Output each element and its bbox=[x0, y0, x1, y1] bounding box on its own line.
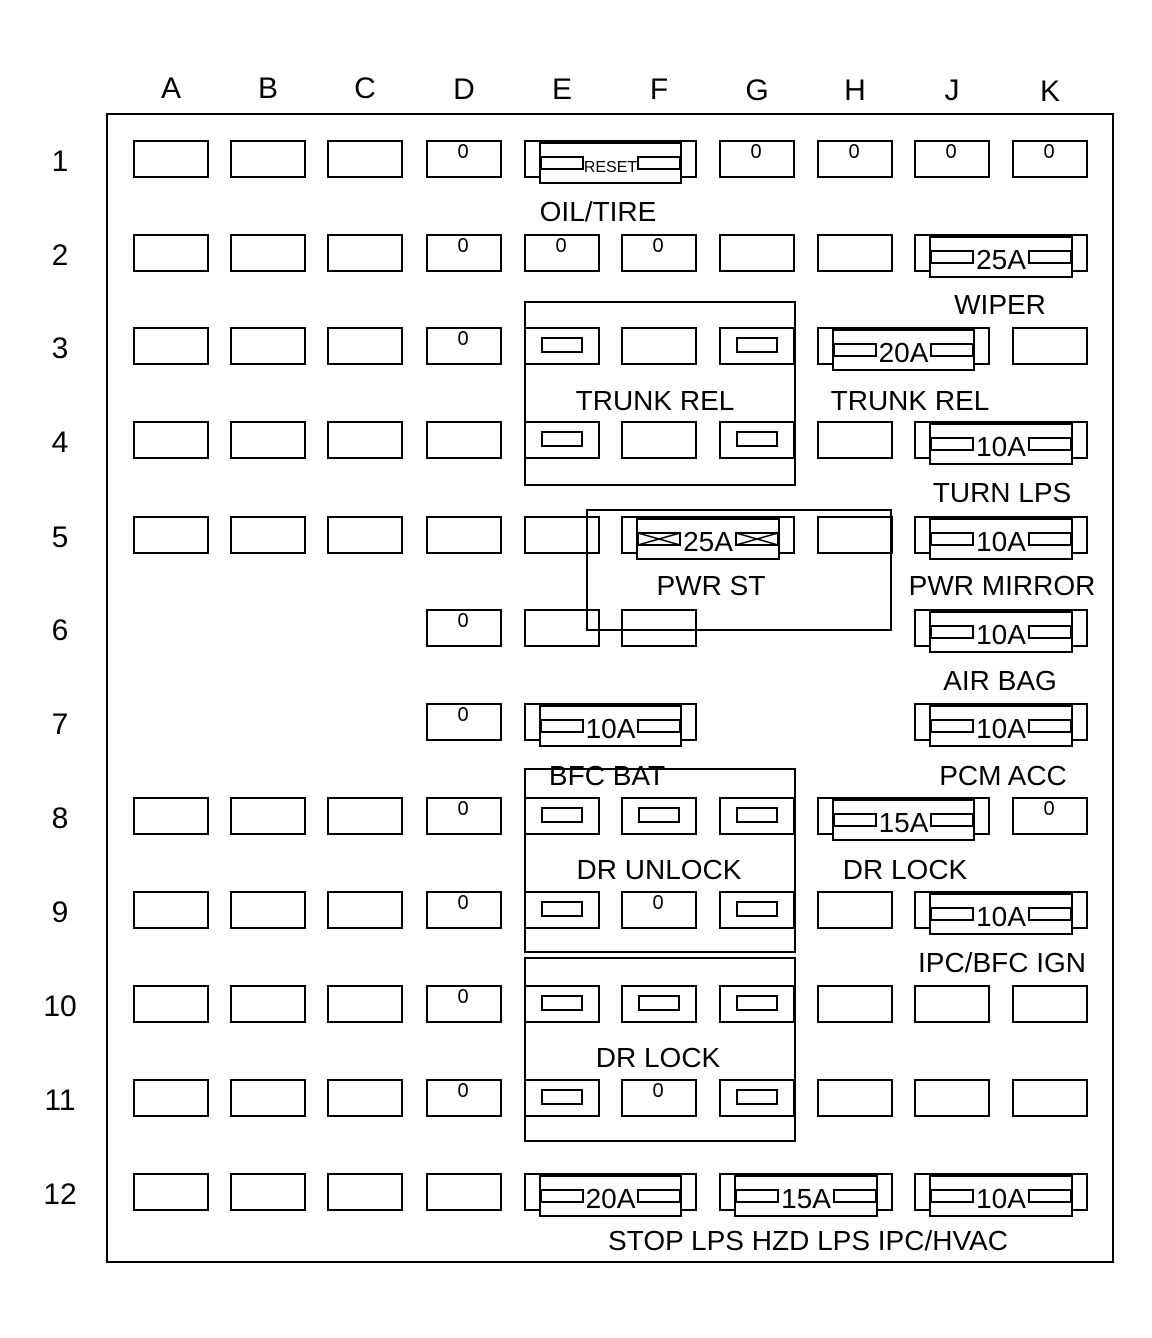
fuse-2jk-rating: 25A bbox=[976, 244, 1026, 275]
column-header-g: G bbox=[745, 74, 769, 107]
fuse-5jk bbox=[915, 517, 1087, 559]
column-header-k: K bbox=[1039, 75, 1061, 108]
slot-4h bbox=[818, 422, 892, 458]
zero-mark-7d: 0 bbox=[457, 704, 469, 726]
slot-11g bbox=[720, 1080, 794, 1116]
column-header-j: J bbox=[944, 74, 960, 107]
slot-5d bbox=[427, 517, 501, 553]
row-header-1: 1 bbox=[51, 145, 69, 178]
fuse-9jk-rating: 10A bbox=[976, 901, 1026, 932]
fuse-1ef bbox=[525, 141, 696, 183]
fuse-3hj bbox=[818, 328, 989, 370]
column-header-d: D bbox=[453, 73, 475, 106]
label-oil-tire: OIL/TIRE bbox=[539, 196, 657, 227]
label-dr-unlock: DR UNLOCK bbox=[576, 854, 742, 885]
slot-11c bbox=[328, 1080, 402, 1116]
slot-4b bbox=[231, 422, 305, 458]
column-header-e: E bbox=[551, 73, 573, 106]
column-headers bbox=[161, 72, 1060, 108]
fuse-12jk bbox=[915, 1174, 1087, 1216]
slot-9b bbox=[231, 892, 305, 928]
zero-mark-2d: 0 bbox=[457, 235, 469, 257]
label-pwr-st: PWR ST bbox=[656, 570, 766, 601]
row-header-5: 5 bbox=[51, 521, 69, 554]
relay-pin-11e bbox=[542, 1090, 582, 1104]
relay-pin-9e bbox=[542, 902, 582, 916]
zero-mark-1k: 0 bbox=[1043, 141, 1055, 163]
zero-mark-1d: 0 bbox=[457, 141, 469, 163]
slot-1a bbox=[134, 141, 208, 177]
label-trunk-rel-relay: TRUNK REL bbox=[575, 385, 735, 416]
column-header-b: B bbox=[257, 72, 279, 105]
row-header-11: 11 bbox=[44, 1084, 76, 1117]
slot-3e bbox=[525, 328, 599, 364]
slot-8c bbox=[328, 798, 402, 834]
fuse-12gh bbox=[720, 1174, 892, 1216]
slot-3a bbox=[134, 328, 208, 364]
slot-2b bbox=[231, 235, 305, 271]
row-header-10: 10 bbox=[43, 990, 77, 1023]
slot-10h bbox=[818, 986, 892, 1022]
slot-2g bbox=[720, 235, 794, 271]
fuse-6jk-rating: 10A bbox=[976, 619, 1026, 650]
relay-pin-8g bbox=[737, 808, 777, 822]
fuse-7ef-rating: 10A bbox=[585, 713, 636, 744]
slot-9c bbox=[328, 892, 402, 928]
slot-10a bbox=[134, 986, 208, 1022]
slot-3g bbox=[720, 328, 794, 364]
zero-mark-2f: 0 bbox=[652, 235, 664, 257]
slot-5c bbox=[328, 517, 402, 553]
fuse-7ef bbox=[525, 704, 696, 746]
row-header-2: 2 bbox=[51, 239, 69, 272]
slot-4a bbox=[134, 422, 208, 458]
slot-1b bbox=[231, 141, 305, 177]
slot-12b bbox=[231, 1174, 305, 1210]
relay-pin-4e bbox=[542, 432, 582, 446]
slot-4c bbox=[328, 422, 402, 458]
fuse-8hj bbox=[818, 798, 989, 840]
slot-8f bbox=[622, 798, 696, 834]
slot-5a bbox=[134, 517, 208, 553]
slot-11j bbox=[915, 1080, 989, 1116]
row-header-4: 4 bbox=[51, 426, 69, 459]
column-header-h: H bbox=[844, 74, 866, 107]
slot-10c bbox=[328, 986, 402, 1022]
slot-8b bbox=[231, 798, 305, 834]
slot-10b bbox=[231, 986, 305, 1022]
row-header-3: 3 bbox=[51, 332, 69, 365]
slot-11k bbox=[1013, 1080, 1087, 1116]
zero-mark-6d: 0 bbox=[457, 610, 469, 632]
slot-12d bbox=[427, 1174, 501, 1210]
label-trunk-rel-fuse: TRUNK REL bbox=[830, 385, 990, 416]
slot-3k bbox=[1013, 328, 1087, 364]
slot-3f bbox=[622, 328, 696, 364]
slot-8e bbox=[525, 798, 599, 834]
row-header-12: 12 bbox=[43, 1178, 77, 1211]
relay-pin-3e bbox=[542, 338, 582, 352]
column-header-f: F bbox=[649, 73, 669, 106]
slot-9h bbox=[818, 892, 892, 928]
relay-pin-10g bbox=[737, 996, 777, 1010]
fuse-12jk-rating: 10A bbox=[976, 1183, 1026, 1214]
slot-11a bbox=[134, 1080, 208, 1116]
label-air-bag: AIR BAG bbox=[943, 665, 1057, 696]
label-pcm-acc: PCM ACC bbox=[939, 760, 1067, 791]
fuse-1ef-rating: RESET bbox=[583, 159, 638, 176]
slot-6f bbox=[622, 610, 696, 646]
fuse-7jk bbox=[915, 704, 1087, 746]
fuse-5fg bbox=[622, 517, 794, 559]
zero-mark-1g: 0 bbox=[750, 141, 762, 163]
slot-9g bbox=[720, 892, 794, 928]
zero-mark-8d: 0 bbox=[457, 798, 469, 820]
label-bottom-line: STOP LPS HZD LPS IPC/HVAC bbox=[608, 1225, 1008, 1256]
fuse-3hj-rating: 20A bbox=[878, 337, 929, 368]
zero-mark-10d: 0 bbox=[457, 986, 469, 1008]
slot-4d bbox=[427, 422, 501, 458]
zero-mark-1h: 0 bbox=[848, 141, 860, 163]
label-pwr-mirror: PWR MIRROR bbox=[908, 570, 1096, 601]
slot-11b bbox=[231, 1080, 305, 1116]
slot-2a bbox=[134, 235, 208, 271]
slot-8g bbox=[720, 798, 794, 834]
row-header-7: 7 bbox=[51, 708, 69, 741]
relay-pin-9g bbox=[737, 902, 777, 916]
relay-pin-3g bbox=[737, 338, 777, 352]
slot-5b bbox=[231, 517, 305, 553]
slot-12c bbox=[328, 1174, 402, 1210]
slot-4g bbox=[720, 422, 794, 458]
slot-10e bbox=[525, 986, 599, 1022]
slot-11e bbox=[525, 1080, 599, 1116]
relay-pin-11g bbox=[737, 1090, 777, 1104]
fuse-7jk-rating: 10A bbox=[976, 713, 1026, 744]
fuse-6jk bbox=[915, 610, 1087, 652]
slot-10f bbox=[622, 986, 696, 1022]
fuse-8hj-rating: 15A bbox=[878, 807, 929, 838]
row-header-6: 6 bbox=[51, 614, 69, 647]
zero-mark-11d: 0 bbox=[457, 1080, 469, 1102]
zero-mark-2e: 0 bbox=[555, 235, 567, 257]
column-header-a: A bbox=[160, 72, 182, 105]
slot-3c bbox=[328, 328, 402, 364]
relay-pin-8e bbox=[542, 808, 582, 822]
relay-pin-8f bbox=[639, 808, 679, 822]
slot-12a bbox=[134, 1174, 208, 1210]
slot-9e bbox=[525, 892, 599, 928]
fuse-9jk bbox=[915, 892, 1087, 934]
slot-2c bbox=[328, 235, 402, 271]
fuse-2jk bbox=[915, 235, 1087, 277]
zero-mark-9f: 0 bbox=[652, 892, 664, 914]
relay-pin-4g bbox=[737, 432, 777, 446]
fuse-12ef bbox=[525, 1174, 696, 1216]
label-bfc-bat: BFC BAT bbox=[548, 760, 666, 791]
zero-mark-3d: 0 bbox=[457, 328, 469, 350]
label-ipc-bfc-ign: IPC/BFC IGN bbox=[917, 947, 1087, 978]
zero-mark-1j: 0 bbox=[945, 141, 957, 163]
slot-2h bbox=[818, 235, 892, 271]
zero-mark-11f: 0 bbox=[652, 1080, 664, 1102]
label-dr-lock-relay: DR LOCK bbox=[595, 1042, 721, 1073]
fuse-12gh-rating: 15A bbox=[781, 1183, 831, 1214]
fuse-4jk bbox=[915, 422, 1087, 464]
zero-mark-9d: 0 bbox=[457, 892, 469, 914]
slot-10g bbox=[720, 986, 794, 1022]
slot-4f bbox=[622, 422, 696, 458]
label-wiper: WIPER bbox=[954, 289, 1046, 320]
relay-pin-10e bbox=[542, 996, 582, 1010]
column-header-c: C bbox=[354, 72, 376, 105]
fuse-5jk-rating: 10A bbox=[976, 526, 1026, 557]
fuse-5fg-rating: 25A bbox=[683, 526, 733, 557]
label-turn-lps: TURN LPS bbox=[932, 477, 1072, 508]
slot-9a bbox=[134, 892, 208, 928]
slot-10j bbox=[915, 986, 989, 1022]
slot-1c bbox=[328, 141, 402, 177]
slot-10k bbox=[1013, 986, 1087, 1022]
slot-11h bbox=[818, 1080, 892, 1116]
slot-5h bbox=[818, 517, 892, 553]
label-dr-lock-fuse: DR LOCK bbox=[842, 854, 968, 885]
fuse-4jk-rating: 10A bbox=[976, 431, 1026, 462]
row-header-9: 9 bbox=[51, 896, 69, 929]
row-header-8: 8 bbox=[51, 802, 69, 835]
row-headers bbox=[43, 145, 76, 1211]
slot-4e bbox=[525, 422, 599, 458]
slot-3b bbox=[231, 328, 305, 364]
relay-pin-10f bbox=[639, 996, 679, 1010]
zero-mark-8k: 0 bbox=[1043, 798, 1055, 820]
slot-8a bbox=[134, 798, 208, 834]
fuse-12ef-rating: 20A bbox=[585, 1183, 636, 1214]
